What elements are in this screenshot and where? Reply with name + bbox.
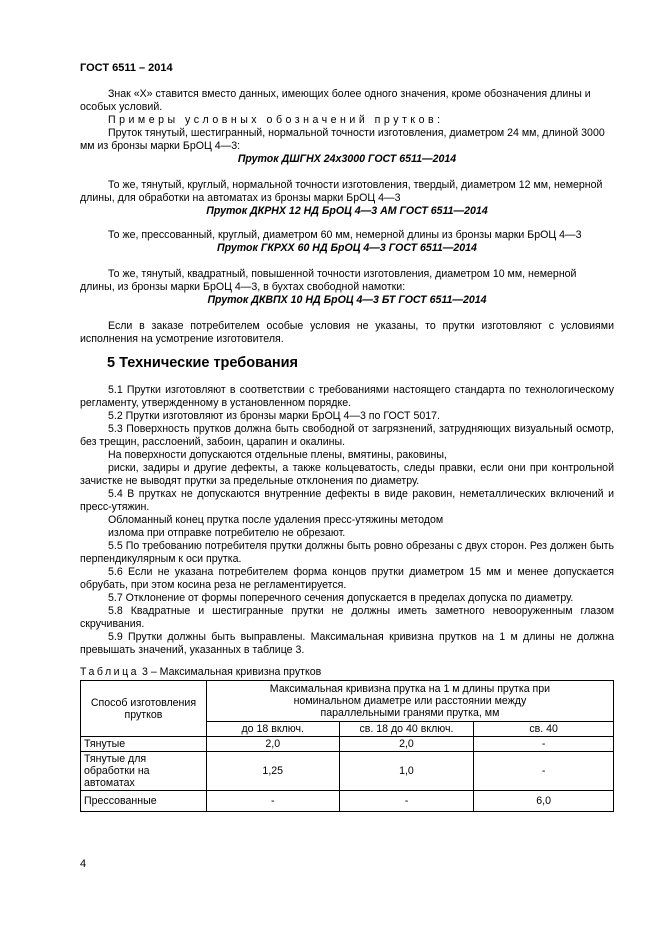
clause-5-4: 5.4 В прутках не допускаются внутренние дефекты в виде раковин, неметаллических включений и пресс-утяжин. <box>80 488 614 513</box>
row-value: 2,0 <box>339 737 474 752</box>
section-5-title: 5 Технические требования <box>107 355 299 371</box>
clause-5-1: 5.1 Прутки изготовляют в соответствии с требованиями настоящего стандарта по технологическому регламенту, утвержденному в установленном порядке. <box>80 384 614 409</box>
header-method: Способ изготовления прутков <box>81 681 207 737</box>
table-caption-rest: 3 – Максимальная кривизна прутков <box>142 666 322 678</box>
example-3-text: То же, прессованный, круглый, диаметром 60 мм, немерной длины из бронзы марки БрОЦ 4—3 <box>108 229 582 241</box>
clause-5-3-defects: риски, задиры и другие дефекты, а также кольцеватость, следы правки, если они при контрольной зачистке не выводят прутки за предельные отклонения по диаметру. <box>80 462 614 487</box>
row-value: - <box>339 791 474 812</box>
clause-5-4-end-line-1: Обломанный конец прутка после удаления пресс-утяжины методом <box>108 514 444 526</box>
example-3-code: Пруток ГКРХХ 60 НД БрОЦ 4—3 ГОСТ 6511—2014 <box>217 242 477 254</box>
table-row <box>81 737 614 752</box>
document-header: ГОСТ 6511 – 2014 <box>80 62 173 74</box>
table-3 <box>80 680 614 812</box>
header-range-1: до 18 включ. <box>206 722 339 737</box>
header-range-2: св. 18 до 40 включ. <box>339 722 474 737</box>
header-range-3: св. 40 <box>474 722 614 737</box>
clause-5-5: 5.5 По требованию потребителя прутки должны быть ровно обрезаны с двух сторон. Рез должен быть перпендикулярным к оси прутка. <box>80 540 614 565</box>
sign-x-note: Знак «Х» ставится вместо данных, имеющих более одного значения, кроме обозначения длины и особых условий. <box>80 88 591 113</box>
example-2-code: Пруток ДКРНХ 12 НД БрОЦ 4—3 АМ ГОСТ 6511—2014 <box>206 205 488 217</box>
row-method: Тянутые <box>81 737 207 752</box>
example-4-code: Пруток ДКВПХ 10 НД БрОЦ 4—3 БТ ГОСТ 6511—2014 <box>207 294 487 306</box>
example-2-text: То же, тянутый, круглый, нормальной точности изготовления, твердый, диаметром 12 мм, немерной длины, для обработки на автоматах из бронзы марки БрОЦ 4—3 <box>80 179 603 204</box>
clause-5-8: 5.8 Квадратные и шестигранные прутки не должны иметь заметного невооруженным глазом скручивания. <box>80 605 614 630</box>
table-caption-word: Таблица <box>80 666 140 678</box>
row-value: 6,0 <box>474 791 614 812</box>
row-value: - <box>206 791 339 812</box>
row-method: Тянутые для обработки на автоматах <box>81 752 207 791</box>
clause-5-7: 5.7 Отклонение от формы поперечного сечения допускается в пределах допуска по диаметру. <box>108 592 574 604</box>
table-header-row <box>81 681 614 722</box>
row-method: Прессованные <box>81 791 207 812</box>
row-value: 1,0 <box>339 752 474 791</box>
row-value: - <box>474 752 614 791</box>
row-value: 2,0 <box>206 737 339 752</box>
table-3-caption <box>80 666 321 678</box>
clause-5-3: 5.3 Поверхность прутков должна быть свободной от загрязнений, затрудняющих визуальный осмотр, без трещин, расслоений, забоин, царапин и окалины. <box>80 423 614 448</box>
clause-5-6: 5.6 Если не указана потребителем форма концов прутки диаметром 15 мм и менее допускается обрубать, при этом косина реза не регламентируется. <box>80 566 614 591</box>
clause-5-4-end-line-2: излома при отправке потребителю не обрезают. <box>108 527 346 539</box>
clause-5-3-surface: На поверхности допускаются отдельные плены, вмятины, раковины, <box>108 449 447 461</box>
example-4-text: То же, тянутый, квадратный, повышенной точности изготовления, диаметром 10 мм, немерной длины, из бронзы марки БрОЦ 4—3, в бухтах свободной намотки: <box>80 268 577 293</box>
page-number: 4 <box>80 858 87 870</box>
table-row <box>81 752 614 791</box>
row-value: - <box>474 737 614 752</box>
clause-5-9: 5.9 Прутки должны быть выправлены. Максимальная кривизна прутков на 1 м длины не должна превышать значений, указанных в таблице 3. <box>80 631 614 656</box>
row-value: 1,25 <box>206 752 339 791</box>
table-row <box>81 791 614 812</box>
header-curvature: Максимальная кривизна прутка на 1 м длины прутка при номинальном диаметре или расстоянии между параллельными гранями прутка, мм <box>206 681 613 722</box>
special-conditions-note: Если в заказе потребителем особые условия не указаны, то прутки изготовляют с условиями исполнения на усмотрение изготовителя. <box>80 320 614 345</box>
clause-5-2: 5.2 Прутки изготовляют из бронзы марки БрОЦ 4—3 по ГОСТ 5017. <box>108 410 440 422</box>
examples-heading: Примеры условных обозначений прутков: <box>108 114 444 126</box>
example-1-text: Пруток тянутый, шестигранный, нормальной точности изготовления, диаметром 24 мм, длиной 3000 мм из бронзы марки БрОЦ 4—3: <box>80 127 605 152</box>
example-1-code: Пруток ДШГНХ 24х3000 ГОСТ 6511—2014 <box>237 153 457 165</box>
